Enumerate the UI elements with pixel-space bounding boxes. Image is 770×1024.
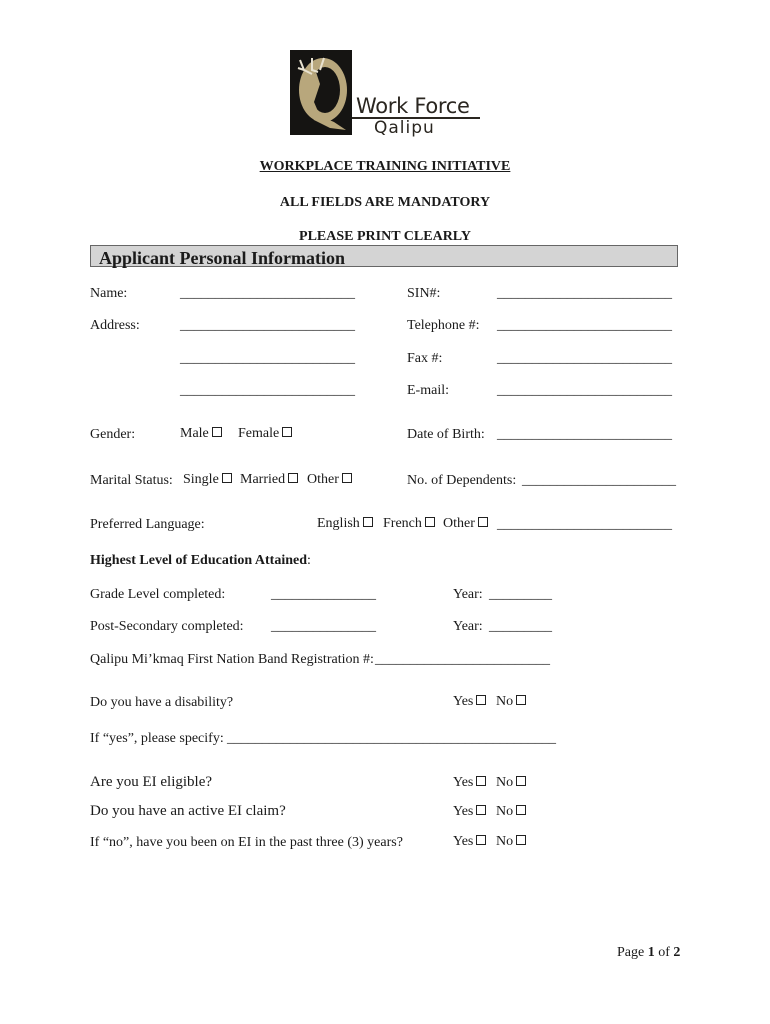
grade-year-field[interactable]: _________ bbox=[489, 587, 552, 602]
disability-question: Do you have a disability? bbox=[90, 695, 234, 710]
disability-specify-field[interactable]: _______________________________________________ bbox=[227, 731, 556, 746]
disability-yes-checkbox[interactable] bbox=[476, 695, 486, 705]
education-heading-text: Highest Level of Education Attained bbox=[90, 553, 308, 568]
female-checkbox[interactable] bbox=[282, 427, 292, 437]
address-field-3[interactable]: _________________________ bbox=[180, 383, 355, 398]
marital-single-option[interactable] bbox=[183, 473, 232, 487]
grade-year-label: Year: bbox=[453, 587, 483, 602]
name-field[interactable]: _________________________ bbox=[180, 286, 355, 301]
married-checkbox[interactable] bbox=[288, 473, 298, 483]
post-year-label: Year: bbox=[453, 619, 483, 634]
email-field[interactable]: _________________________ bbox=[497, 383, 672, 398]
single-label: Single bbox=[183, 472, 219, 487]
ei-claim-no-label: No bbox=[496, 804, 514, 819]
language-other-option[interactable] bbox=[443, 517, 488, 531]
page-of-word: of bbox=[658, 945, 670, 960]
language-other-field[interactable]: _________________________ bbox=[497, 517, 672, 532]
ei-eligible-yes-label: Yes bbox=[453, 775, 474, 790]
ei-past-no-label: No bbox=[496, 834, 514, 849]
female-label: Female bbox=[238, 426, 280, 441]
dob-field[interactable]: _________________________ bbox=[497, 427, 672, 442]
language-other-checkbox[interactable] bbox=[478, 517, 488, 527]
education-heading-colon: : bbox=[307, 553, 311, 568]
ei-eligible-yes-option[interactable] bbox=[453, 776, 486, 790]
ei-eligible-yes-checkbox[interactable] bbox=[476, 776, 486, 786]
email-label: E-mail: bbox=[407, 383, 449, 398]
grade-level-field[interactable]: _______________ bbox=[271, 587, 376, 602]
post-year-field[interactable]: _________ bbox=[489, 619, 552, 634]
print-notice: PLEASE PRINT CLEARLY bbox=[299, 229, 471, 244]
logo-line2: Qalipu bbox=[374, 118, 435, 138]
post-secondary-label: Post-Secondary completed: bbox=[90, 619, 244, 634]
page-total: 2 bbox=[673, 945, 681, 960]
marital-other-label: Other bbox=[307, 472, 339, 487]
education-heading bbox=[90, 554, 311, 568]
ei-eligible-no-option[interactable] bbox=[496, 776, 526, 790]
caribou-logo-mark bbox=[290, 50, 352, 135]
ei-claim-yes-label: Yes bbox=[453, 804, 474, 819]
telephone-field[interactable]: _________________________ bbox=[497, 318, 672, 333]
disability-yes-option[interactable] bbox=[453, 695, 486, 709]
gender-male-option[interactable] bbox=[180, 427, 222, 441]
french-label: French bbox=[383, 516, 422, 531]
english-checkbox[interactable] bbox=[363, 517, 373, 527]
fax-label: Fax #: bbox=[407, 351, 443, 366]
ei-past-no-checkbox[interactable] bbox=[516, 835, 526, 845]
sin-label: SIN#: bbox=[407, 286, 441, 301]
language-french-option[interactable] bbox=[383, 517, 435, 531]
section-header bbox=[90, 245, 678, 267]
name-label: Name: bbox=[90, 286, 128, 301]
marital-other-checkbox[interactable] bbox=[342, 473, 352, 483]
ei-claim-no-checkbox[interactable] bbox=[516, 805, 526, 815]
sin-field[interactable]: _________________________ bbox=[497, 286, 672, 301]
ei-eligible-no-label: No bbox=[496, 775, 514, 790]
band-registration-field[interactable]: _________________________ bbox=[375, 652, 550, 667]
post-secondary-field[interactable]: _______________ bbox=[271, 619, 376, 634]
gender-female-option[interactable] bbox=[238, 427, 292, 441]
dependents-label: No. of Dependents: bbox=[407, 473, 517, 488]
work-force-qalipu-logo bbox=[290, 50, 482, 136]
marital-other-option[interactable] bbox=[307, 473, 352, 487]
language-label: Preferred Language: bbox=[90, 517, 205, 532]
address-field-2[interactable]: _________________________ bbox=[180, 351, 355, 366]
language-english-option[interactable] bbox=[317, 517, 373, 531]
telephone-label: Telephone #: bbox=[407, 318, 480, 333]
disability-no-label: No bbox=[496, 694, 514, 709]
address-label: Address: bbox=[90, 318, 140, 333]
english-label: English bbox=[317, 516, 360, 531]
ei-claim-question: Do you have an active EI claim? bbox=[90, 803, 286, 819]
male-label: Male bbox=[180, 426, 209, 441]
fax-field[interactable]: _________________________ bbox=[497, 351, 672, 366]
ei-eligible-no-checkbox[interactable] bbox=[516, 776, 526, 786]
disability-no-checkbox[interactable] bbox=[516, 695, 526, 705]
single-checkbox[interactable] bbox=[222, 473, 232, 483]
disability-yes-label: Yes bbox=[453, 694, 474, 709]
married-label: Married bbox=[240, 472, 286, 487]
form-title: WORKPLACE TRAINING INITIATIVE bbox=[259, 159, 511, 174]
address-field-1[interactable]: _________________________ bbox=[180, 318, 355, 333]
page-current: 1 bbox=[647, 945, 655, 960]
page-word: Page bbox=[617, 945, 645, 960]
section-title: Applicant Personal Information bbox=[99, 248, 346, 268]
gender-label: Gender: bbox=[90, 427, 136, 442]
ei-claim-yes-option[interactable] bbox=[453, 805, 486, 819]
mandatory-notice: ALL FIELDS ARE MANDATORY bbox=[279, 195, 491, 210]
dependents-field[interactable]: ______________________ bbox=[522, 473, 676, 488]
disability-specify-label: If “yes”, please specify: bbox=[90, 731, 224, 746]
page-number bbox=[617, 946, 680, 960]
band-registration-label: Qalipu Mi’kmaq First Nation Band Registration #: bbox=[90, 652, 374, 667]
male-checkbox[interactable] bbox=[212, 427, 222, 437]
dob-label: Date of Birth: bbox=[407, 427, 485, 442]
french-checkbox[interactable] bbox=[425, 517, 435, 527]
ei-claim-yes-checkbox[interactable] bbox=[476, 805, 486, 815]
grade-level-label: Grade Level completed: bbox=[90, 587, 226, 602]
marital-status-label: Marital Status: bbox=[90, 473, 173, 488]
language-other-label: Other bbox=[443, 516, 475, 531]
ei-past-yes-option[interactable] bbox=[453, 835, 486, 849]
ei-eligible-question: Are you EI eligible? bbox=[90, 774, 213, 790]
marital-married-option[interactable] bbox=[240, 473, 298, 487]
ei-past-question: If “no”, have you been on EI in the past three (3) years? bbox=[90, 835, 403, 850]
ei-past-no-option[interactable] bbox=[496, 835, 526, 849]
ei-claim-no-option[interactable] bbox=[496, 805, 526, 819]
ei-past-yes-label: Yes bbox=[453, 834, 474, 849]
ei-past-yes-checkbox[interactable] bbox=[476, 835, 486, 845]
logo-line1: Work Force bbox=[356, 94, 470, 118]
disability-no-option[interactable] bbox=[496, 695, 526, 709]
